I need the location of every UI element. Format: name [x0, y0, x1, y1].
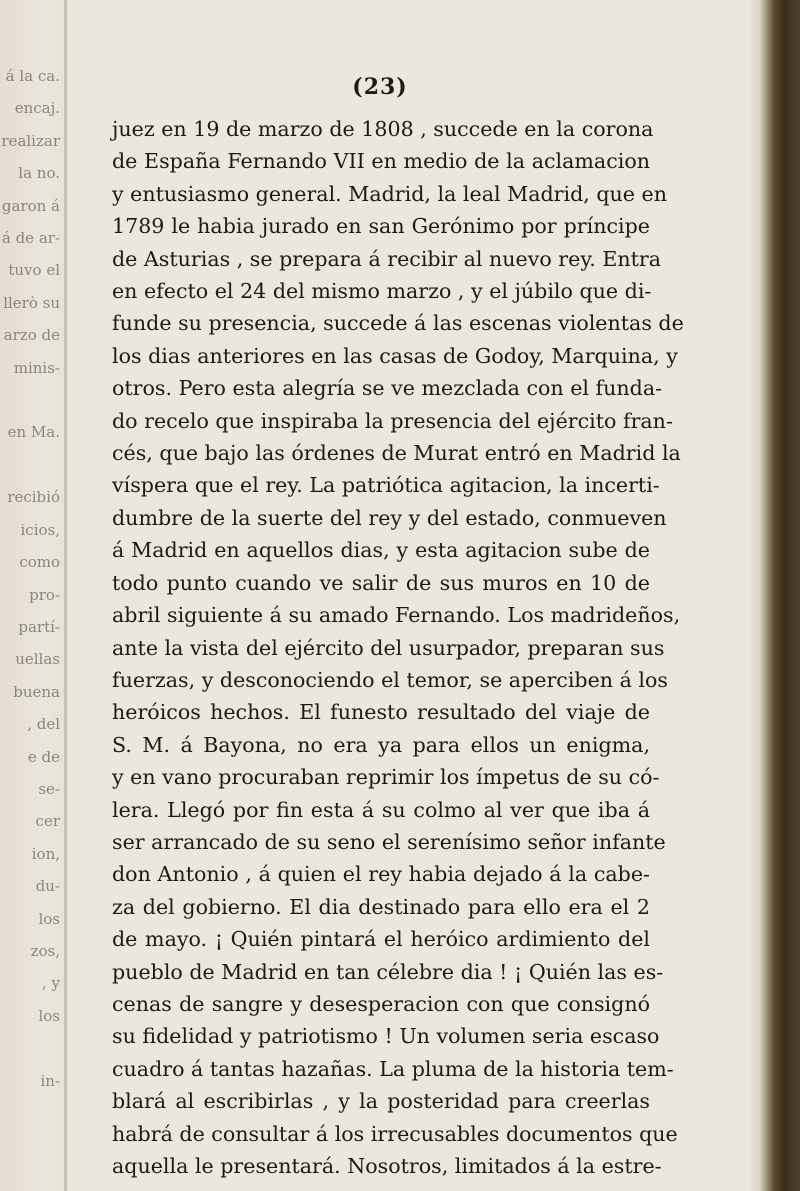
- text-line: ser arrancado de su seno el serenísimo señor infante: [112, 829, 666, 854]
- bleed-line: icios,: [20, 520, 60, 539]
- text-line: otros. Pero esta alegría se ve mezclada con el funda-: [112, 376, 663, 401]
- text-line: y entusiasmo general. Madrid, la leal Madrid, que en: [112, 181, 667, 206]
- text-line: heróicos hechos. El funesto resultado del viaje de: [112, 700, 650, 725]
- bleed-line: recibió: [7, 488, 60, 507]
- text-line: dumbre de la suerte del rey y del estado, conmueven: [112, 505, 667, 530]
- bleed-line: , y: [41, 974, 60, 993]
- text-line: abril siguiente á su amado Fernando. Los madrideños,: [112, 603, 681, 628]
- text-line: habrá de consultar á los irrecusables documentos que: [112, 1121, 678, 1146]
- text-line: juez en 19 de marzo de 1808 , succede en la corona: [112, 117, 654, 141]
- bleed-line: ion,: [31, 844, 60, 863]
- text-line: za del gobierno. El dia destinado para ello era el 2: [112, 894, 650, 919]
- text-line: pueblo de Madrid en tan célebre dia ! ¡ Quién las es-: [112, 959, 664, 984]
- gutter-fold: [64, 0, 67, 1191]
- text-line: lera. Llegó por fin esta á su colmo al ver que iba á: [112, 797, 650, 822]
- text-line: 1789 le habia jurado en san Gerónimo por príncipe: [112, 214, 650, 239]
- text-line: todo punto cuando ve salir de sus muros en 10 de: [112, 570, 650, 595]
- text-line: cés, que bajo las órdenes de Murat entró en Madrid la: [112, 441, 681, 466]
- text-line: los dias anteriores en las casas de Godoy, Marquina, y: [112, 343, 678, 368]
- bleed-line: como: [19, 553, 60, 572]
- text-line: de mayo. ¡ Quién pintará el heróico ardimiento del: [112, 927, 650, 952]
- book-edge: [760, 0, 800, 1191]
- bleed-line: tuvo el: [8, 261, 60, 280]
- text-line: don Antonio , á quien el rey habia dejado á la cabe-: [112, 862, 650, 887]
- bleed-line: los: [38, 909, 60, 928]
- bleed-line: , del: [27, 715, 60, 734]
- bleed-line: realizar: [1, 131, 60, 150]
- page-gutter: [0, 0, 68, 1191]
- page-number: (23): [352, 74, 408, 100]
- bleed-line: in-: [40, 1071, 60, 1090]
- text-line: fuerzas, y desconociendo el temor, se aperciben á los: [112, 667, 668, 692]
- bleed-line: partí-: [18, 617, 60, 636]
- body-text: [112, 113, 684, 1182]
- bleed-line: [0, 1032, 60, 1064]
- text-line: do recelo que inspiraba la presencia del ejército fran-: [112, 408, 673, 433]
- bleed-line: á la ca.: [5, 67, 60, 85]
- text-line: y en vano procuraban reprimir los ímpetus de su có-: [112, 765, 660, 790]
- bleed-line: en Ma.: [7, 423, 60, 442]
- text-line: S. M. á Bayona, no era ya para ellos un enigma,: [112, 732, 650, 757]
- bleed-line: [0, 384, 60, 416]
- bleed-line: se-: [38, 779, 60, 798]
- text-line: á Madrid en aquellos dias, y esta agitacion sube de: [112, 538, 650, 563]
- text-line: blará al escribirlas , y la posteridad para creerlas: [112, 1089, 650, 1114]
- text-line: su fidelidad y patriotismo ! Un volumen seria escaso: [112, 1024, 660, 1049]
- text-line: funde su presencia, succede á las escenas violentas de: [112, 311, 684, 336]
- text-line: víspera que el rey. La patriótica agitacion, la incerti-: [112, 473, 660, 498]
- bleed-line: á de ar-: [1, 229, 60, 248]
- bleed-line: du-: [35, 877, 60, 896]
- text-line: cenas de sangre y desesperacion con que consignó: [112, 991, 650, 1016]
- bleed-line: los: [38, 1006, 60, 1025]
- bleed-line: encaj.: [14, 99, 60, 118]
- bleed-through-text: [0, 60, 60, 1097]
- bleed-line: uellas: [15, 650, 60, 669]
- bleed-line: minis-: [13, 358, 60, 377]
- text-line: aquella le presentará. Nosotros, limitados á la estre-: [112, 1154, 662, 1178]
- bleed-line: arzo de: [3, 326, 60, 345]
- text-line: en efecto el 24 del mismo marzo , y el júbilo que di-: [112, 279, 652, 304]
- bleed-line: garon á: [1, 196, 60, 215]
- bleed-line: e de: [27, 747, 60, 766]
- bleed-line: cer: [35, 812, 60, 831]
- bleed-line: la no.: [18, 164, 60, 183]
- text-line: de España Fernando VII en medio de la aclamacion: [112, 149, 650, 174]
- text-line: cuadro á tantas hazañas. La pluma de la historia tem-: [112, 1056, 674, 1081]
- bleed-line: [0, 449, 60, 481]
- bleed-line: llerò su: [3, 293, 60, 312]
- bleed-line: buena: [13, 682, 60, 701]
- bleed-line: pro-: [29, 585, 60, 604]
- text-line: de Asturias , se prepara á recibir al nuevo rey. Entra: [112, 246, 662, 271]
- bleed-line: zos,: [30, 941, 60, 960]
- text-line: ante la vista del ejército del usurpador, preparan sus: [112, 635, 665, 660]
